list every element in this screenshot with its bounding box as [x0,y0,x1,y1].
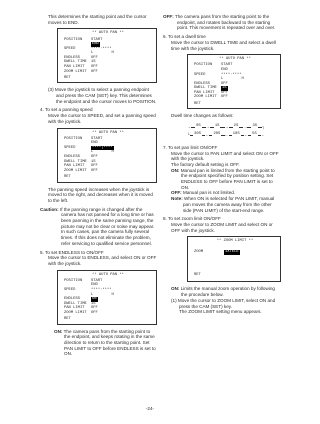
arrow-up-icon: └ [187,132,190,137]
on-body: The camera pans from the starting point to the endpoint, and keeps rotating in the same direction to return to the starting point. Set PAN LIMIT to OFF before ENDLESS is set to ON. [63,328,156,357]
menu-row: PAN LIMIT OFF [64,65,98,70]
menu-row: L H [91,292,114,297]
step5-body: Move the cursor to ENDLESS, and select ON or OFF with the joystick. [48,255,157,266]
menu-ret: RET [194,272,201,277]
step6-body: Move the cursor to DWELL TIME and select a dwell time with the joystick. [171,39,276,51]
menu-title: ** ZOOM LIMIT ** [216,239,254,244]
speed-note: The panning speed increases when the joystick is moved to the right, and decreases when it is moved to the left. [48,186,153,203]
panlimit-on-block [163,168,281,191]
zoom-limit-menu [187,236,281,282]
off-label: OFF: [171,190,182,196]
dwell-option: 30S [194,132,201,136]
note-label: Note: [171,196,183,202]
note-body: When ON is selected for PAN LIMIT, manual pan moves the camera away from the other side (PAN LIMIT) of the start-end range. [183,196,275,213]
menu-ret: RET [64,174,71,179]
panlimit-note-block [163,196,281,213]
menu-row: L H [221,77,244,82]
arrow-down-icon: ┐ [262,124,265,129]
arrow-right-icon: → [243,124,248,129]
menu-row: END [92,42,99,47]
zoomlimit-on-block [163,286,281,297]
menu-title: ** AUTO PAN ** [92,130,124,135]
menu-row: DWELL TIME 1S [64,60,96,65]
menu-title: ** AUTO PAN ** [92,272,124,277]
menu-row: L H [91,150,114,155]
zoom-key: ZOOM [194,250,204,254]
right-column [163,14,281,318]
menu-row: DWELL TIME 1S [64,301,96,306]
arrow-left-icon: ← [205,132,210,137]
arrow-left-icon: ← [224,132,229,137]
page-number: -24- [145,406,155,411]
menu-row: SPEED ****|**** [64,145,113,150]
caution-block [40,207,157,247]
arrow-right-icon: → [224,124,229,129]
caution-body: If the panning range is changed after the camera has not panned for a long time or has been panning in the same panning range, the picture may not be clear or noise may appear. In such cases, pan the camera fully several times. If this does not eliminate the problem, refer servicing to qualified service personnel. [59,206,155,246]
zoomlimit-sub1: (1) Move the cursor to ZOOM LIMIT, select ON and press the CAM (SET) key. [171,297,276,309]
menu-row: SPEED ****·**** [194,72,242,77]
menu-row: ENDLESS OFF [64,155,98,160]
menu-row: END [91,141,98,146]
arrow-left-icon: ← [243,132,248,137]
menu-row: ZOOM LIMIT OFF [64,310,98,315]
menu-row: L H [91,51,114,56]
dwell-option: 3S [252,124,258,128]
zoomlimit-sub1b: The ZOOM LIMIT setting menu appears. [179,309,262,315]
menu-row: PAN LIMIT OFF [64,306,98,311]
endless-on-block [40,329,157,358]
step6-title: 6. To set a dwell time [163,34,206,40]
on-label: ON: [171,286,180,292]
auto-pan-menu-1 [57,28,157,83]
arrow-left-icon: ← [260,132,265,137]
menu-row: DWELL TIME 1S [64,159,96,164]
arrow-right-icon: → [205,124,210,129]
menu-ret: RET [194,101,201,106]
menu-row: ZOOM LIMIT OFF [64,69,98,74]
dwell-option: 2S [233,124,239,128]
menu-row: POSITION START [64,136,103,141]
menu-row: PAN LIMIT OFF [194,90,228,95]
dwell-intro: Dwell time changes as follows: [171,113,234,119]
menu-row: POSITION START [64,278,103,283]
menu-row: POSITION START [64,37,103,42]
dwell-option: 0S [196,124,201,128]
step3-text: (3) Move the joystick to select a panning endpoint and press the CAM (SET) key. This determines the endpoint and the cursor moves to POSITION. [48,87,157,104]
menu-row: DWELL TIME 1S [194,86,227,91]
auto-pan-menu-4 [187,54,281,109]
menu-row: END [221,67,228,72]
menu-ret: RET [64,316,71,321]
menu-row: ENDLESS OFF [194,81,228,86]
menu-title: ** AUTO PAN ** [92,31,124,36]
menu-ret: RET [64,75,71,80]
menu-row: END [91,283,98,288]
off-label: OFF: [163,14,174,19]
menu-row: ENDLESS ON [64,297,97,302]
dwell-cycle-diagram [187,123,265,139]
step8-body: Move the cursor to ZOOM LIMIT and select ON or OFF with the joystick. [171,222,273,233]
dwell-row-forward [187,123,265,131]
arrow-right-icon: → [187,124,191,129]
step7-title: 7. To set pan limit ON/OFF [163,144,218,150]
dwell-row-back [187,131,265,139]
off-body: Manual pan is not limited. [183,190,236,196]
endless-off-block [163,14,281,31]
menu-row: POSITION START [194,63,233,68]
step8-title: 8. To set zoom limit ON/OFF [163,216,221,222]
auto-pan-menu-2 [57,128,157,183]
intro-text: This determines the starting point and the cursor moves to END. [48,14,147,25]
menu-row: SPEED ****·**** [64,46,112,51]
on-body: Manual pan is limited from the starting point to the endpoint specified by position setting. Set ENDLESS to OFF before PAN LIMIT is set to ON. [180,167,275,190]
caution-label: Caution: [40,206,59,212]
menu-row: SPEED ****·**** [64,287,112,292]
dwell-option: 1S [214,124,220,128]
off-body: The camera pans from the starting point to the endpoint, and rotates backward to the starting point. This movement is repeated over and over. [174,14,276,31]
step4-title: 4. To set a panning speed [40,107,93,113]
menu-row: PAN LIMIT OFF [64,164,98,169]
on-label: ON: [54,328,63,334]
left-column [40,14,157,360]
dwell-option: 20S [213,132,221,136]
on-body: Limits the manual zoom operation by following the procedure below. [180,286,275,298]
auto-pan-menu-3 [57,270,157,325]
on-label: ON: [171,167,180,173]
dwell-option: 5S [252,132,257,136]
step7-default: The factory default setting is OFF. [171,161,240,167]
menu-title: ** AUTO PAN ** [219,57,251,62]
step4-body: Move the cursor to SPEED, and set a panning speed with the joystick. [48,113,156,124]
zoom-value: 1XTELE [225,250,239,254]
menu-row: ZOOM LIMIT OFF [64,168,98,173]
menu-row: ENDLESS OFF [64,55,98,60]
step7-body: Move the cursor to PAN LIMIT and select ON or OFF with the joystick. [171,150,279,162]
menu-row [194,250,276,255]
dwell-option: 10S [232,132,240,136]
menu-row: ZOOM LIMIT OFF [194,95,228,100]
step5-title: 5. To set ENDLESS to ON/OFF [40,249,104,255]
